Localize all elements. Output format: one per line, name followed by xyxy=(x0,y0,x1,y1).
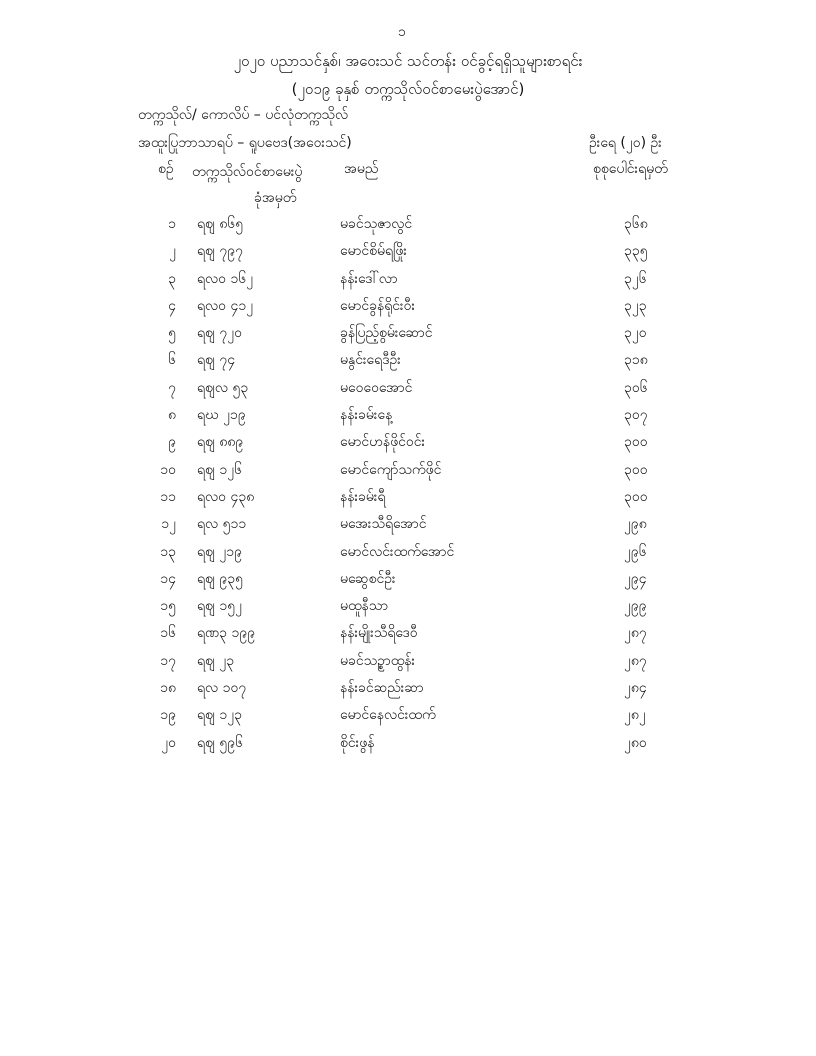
table-row xyxy=(0,432,816,459)
total-marks: ၃၁၈ xyxy=(624,352,648,369)
total-marks: ၂၈၇ xyxy=(624,625,647,642)
student-name: မောင်လင်းထက်အောင် xyxy=(340,543,455,560)
student-name: နန်းခမ်းနေ့ xyxy=(340,407,393,424)
roll-number: ရဏ၃ ၁၉၉ xyxy=(197,625,256,642)
student-name: မခင်သဥ္စာထွန်း xyxy=(340,652,416,669)
table-row xyxy=(0,705,816,732)
row-number: ၆ xyxy=(168,352,176,369)
roll-number: ရဈ ၂၁၉ xyxy=(197,543,242,560)
table-row xyxy=(0,596,816,623)
table-row xyxy=(0,323,816,350)
row-number: ၁၉ xyxy=(160,707,176,724)
row-number: ၉ xyxy=(168,434,176,451)
column-header-name: အမည် xyxy=(344,161,379,177)
table-row xyxy=(0,651,816,678)
student-name: မခင်သုဇာလွင် xyxy=(340,216,413,232)
table-row xyxy=(0,542,816,569)
total-marks: ၃၂၆ xyxy=(624,270,647,287)
roll-number: ရဈ ၁၅၂ xyxy=(197,598,242,615)
table-row xyxy=(0,569,816,596)
student-name: မောင်ဟန်ဖိုင်ဝင်း xyxy=(340,434,426,451)
column-header-roll-line2: ခုံအမှတ် xyxy=(254,190,297,206)
row-number: ၂ xyxy=(169,243,176,260)
student-name: နန်းဒေါ်လာ xyxy=(340,270,398,287)
table-row xyxy=(0,378,816,405)
total-marks: ၃၂၀ xyxy=(624,325,647,342)
total-marks: ၃၂၃ xyxy=(624,297,647,314)
student-name: မောင်စိမ်ရဖြိုး xyxy=(340,243,407,260)
student-name: မနွင်းရေဒီဦး xyxy=(340,352,401,369)
total-marks: ၂၈၀ xyxy=(624,734,647,751)
roll-number: ရဃ ၂၁၉ xyxy=(197,407,246,424)
student-name: မထူနီသာ xyxy=(340,598,389,615)
row-number: ၁၆ xyxy=(160,625,176,642)
table-row xyxy=(0,405,816,432)
document-title: ၂၀၂၀ ပညာသင်နှစ်၊ အဝေးသင် သင်တန်း ဝင်ခွင့်ရရှိသူများစာရင်း xyxy=(233,52,583,70)
roll-number: ရဈ ၁၂၆ xyxy=(197,461,242,478)
student-name: မဝေဝေအောင် xyxy=(340,379,413,396)
page-number: ၁ xyxy=(398,24,406,40)
total-marks: ၃၀၇ xyxy=(624,407,648,424)
roll-number: ရဈ ၇၂၀ xyxy=(197,325,242,342)
total-marks: ၂၈၂ xyxy=(624,707,646,724)
table-row xyxy=(0,269,816,296)
major-subject-label: အထူးပြုဘာသာရပ် – ရူပဗေဒ(အဝေးသင်) xyxy=(138,135,352,151)
total-marks: ၂၉၈ xyxy=(624,516,647,533)
total-marks: ၃၀၀ xyxy=(624,461,648,478)
roll-number: ရဈလ ၅၃ xyxy=(197,379,249,396)
student-name: မောင်ခွန်ရိုင်းဝီး xyxy=(340,297,416,314)
total-marks: ၂၈၇ xyxy=(624,652,647,669)
row-number: ၁၁ xyxy=(160,488,176,505)
row-number: ၃ xyxy=(168,270,176,287)
column-header-no: စဉ် xyxy=(158,161,174,177)
roll-number: ရဈ ၇၉၇ xyxy=(197,243,243,260)
row-number: ၁၈ xyxy=(160,680,176,697)
student-name: မောင်ကျော်သက်ဖိုင် xyxy=(340,461,442,478)
table-row xyxy=(0,678,816,705)
total-marks: ၃၀၆ xyxy=(624,379,648,396)
roll-number: ရလ ၅၁၁ xyxy=(197,516,247,533)
student-count-label: ဦးရေ (၂၀) ဦး xyxy=(589,135,662,151)
total-marks: ၃၀၀ xyxy=(624,488,648,505)
table-row xyxy=(0,514,816,541)
row-number: ၂၀ xyxy=(161,734,176,751)
table-row xyxy=(0,214,816,241)
row-number: ၁၇ xyxy=(160,652,176,669)
roll-number: ရဈ ၈၈၉ xyxy=(197,434,244,451)
column-header-roll-line1: တက္ကသိုလ်ဝင်စာမေးပွဲ xyxy=(192,164,303,180)
column-header-marks: စုစုပေါင်းရမှတ် xyxy=(593,161,668,177)
student-name: စိုင်းဖွန် xyxy=(340,734,375,751)
row-number: ၁ xyxy=(168,216,176,232)
roll-number: ရလဝ ၄၁၂ xyxy=(197,297,254,314)
table-row xyxy=(0,296,816,323)
roll-number: ရဈ ၈၆၅ xyxy=(197,216,244,232)
student-name: နန်းမျိုးသီရိဒေဝီ xyxy=(340,625,418,642)
row-number: ၁၄ xyxy=(160,570,176,587)
document-subtitle: (၂၀၁၉ ခုနှစ် တက္ကသိုလ်ဝင်စာမေးပွဲအောင်) xyxy=(291,80,525,98)
student-name: နန်းခင်ဆည်းဆာ xyxy=(340,680,424,697)
table-row xyxy=(0,241,816,268)
table-row xyxy=(0,350,816,377)
roll-number: ရလ ၁၀၇ xyxy=(197,680,247,697)
table-row xyxy=(0,733,816,760)
column-header-roll xyxy=(192,159,302,211)
roll-number: ရဈ ၅၉၆ xyxy=(197,734,243,751)
student-name: မဆွေစင်ဦး xyxy=(340,570,396,587)
total-marks: ၂၉၉ xyxy=(624,598,647,615)
roll-number: ရဈ ၂၃ xyxy=(197,652,235,669)
roll-number: ရလဝ ၁၆၂ xyxy=(197,270,254,287)
total-marks: ၂၉၆ xyxy=(624,543,647,560)
total-marks: ၂၈၄ xyxy=(624,680,647,697)
roll-number: ရဈ ၁၂၃ xyxy=(197,707,242,724)
student-name: မအေးသီရိအောင် xyxy=(340,516,427,533)
total-marks: ၃၃၅ xyxy=(624,243,648,260)
total-marks: ၂၉၄ xyxy=(624,570,647,587)
row-number: ၄ xyxy=(168,297,176,314)
total-marks: ၃၀၀ xyxy=(624,434,648,451)
table-row xyxy=(0,460,816,487)
row-number: ၅ xyxy=(168,325,176,342)
row-number: ၈ xyxy=(168,407,176,424)
row-number: ၁၂ xyxy=(161,516,176,533)
table-row xyxy=(0,623,816,650)
row-number: ၁၅ xyxy=(160,598,176,615)
student-name: နန်းခမ်းရီ xyxy=(340,488,386,505)
row-number: ၇ xyxy=(168,379,176,396)
student-name: ခွန်ပြည့်စွမ်းဆောင် xyxy=(340,325,433,342)
table-row xyxy=(0,487,816,514)
roll-number: ရလဝ ၄၃၈ xyxy=(197,488,255,505)
university-label: တက္ကသိုလ်/ ကောလိပ် – ပင်လုံတက္ကသိုလ် xyxy=(138,107,349,123)
roll-number: ရဈ ၉၃၅ xyxy=(197,570,243,587)
roll-number: ရဈ ၇၄ xyxy=(197,352,236,369)
total-marks: ၃၆၈ xyxy=(624,216,648,232)
row-number: ၁၃ xyxy=(160,543,176,560)
row-number: ၁၀ xyxy=(160,461,176,478)
student-name: မောင်နေလင်းထက် xyxy=(340,707,436,724)
results-table xyxy=(0,214,816,760)
